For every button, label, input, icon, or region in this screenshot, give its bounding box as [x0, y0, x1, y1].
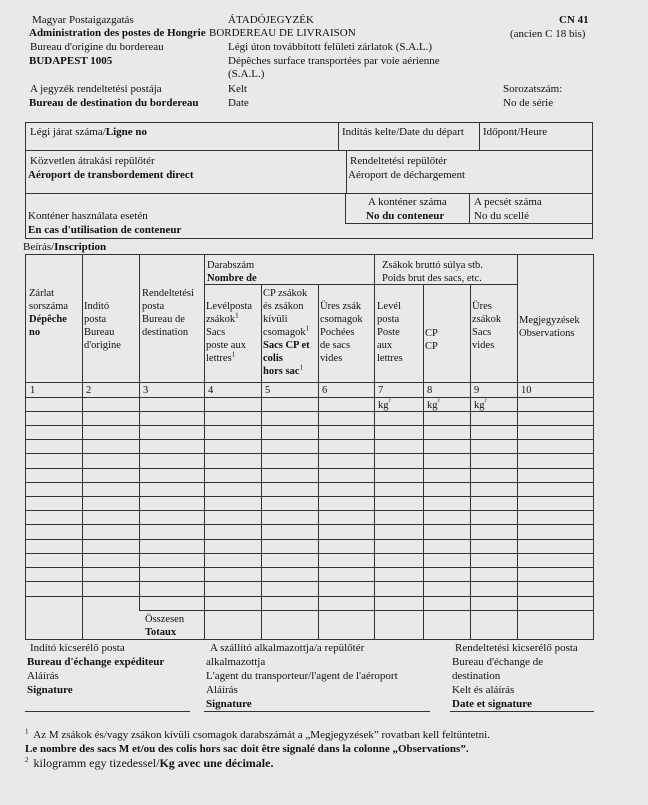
container-use-hu: Konténer használata esetén: [28, 210, 148, 222]
footnote-ref: ²: [437, 397, 440, 406]
transit-airport-fr: Aéroport de transbordement direct: [28, 169, 194, 181]
sender-signature-line[interactable]: [25, 711, 190, 712]
destination-office-hu: A jegyzék rendeltetési postája: [30, 83, 162, 95]
footnote-1-text: Az M zsákok és/vagy zsákon kívüli csomagok darabszámát a „Megjegyzések” rovatban kell feltüntetni.: [33, 729, 490, 741]
col1-line: Zárlat: [29, 288, 55, 299]
carrier-agent-hu: A szállító alkalmazottja/a repülőtér: [210, 642, 365, 654]
unit-kg-text: kg: [378, 400, 389, 411]
administration-fr: Administration des postes de Hongrie: [29, 27, 206, 39]
carrier-signature-fr: Signature: [206, 698, 252, 710]
col1-line: no: [29, 327, 41, 338]
col-line: [423, 284, 424, 640]
form-title-fr: BORDEREAU DE LIVRAISON: [209, 27, 356, 39]
col-number: 2: [86, 385, 92, 396]
footnote-ref: 1: [299, 363, 303, 372]
row-line: [25, 411, 594, 412]
col-header-origin-office: [84, 300, 121, 352]
col-line: [82, 254, 83, 640]
col5-line: csomagok: [263, 327, 306, 338]
col10-line: Observations: [519, 328, 575, 339]
inscription-label: [23, 241, 106, 254]
unit-kg: [378, 399, 391, 412]
col-line: [374, 254, 375, 640]
footnote-2-mark: 2: [25, 756, 29, 764]
flight-box-divider-2: [25, 193, 593, 194]
col2-line: Indító: [84, 301, 110, 312]
col6-line: de sacs: [320, 340, 351, 351]
flight-number-fr: Ligne no: [105, 126, 148, 138]
dest-signature-fr: Date et signature: [452, 698, 532, 710]
departure-time-field[interactable]: Időpont/Heure: [483, 126, 548, 138]
col7-line: posta: [377, 314, 400, 325]
col-line: [261, 284, 262, 640]
dest-office-fr-1: Bureau d'échange de: [452, 656, 544, 668]
col-header-cp-bags: [263, 287, 310, 378]
col1-line: sorszáma: [29, 301, 69, 312]
col9-line: vides: [472, 340, 495, 351]
row-line: [25, 553, 594, 554]
col5-line-sup: [263, 365, 310, 378]
row-line: [25, 510, 594, 511]
date-label-fr: Date: [228, 97, 249, 109]
sal-fr: Dépêches surface transportées par voie aérienne: [228, 55, 440, 67]
sender-signature-fr: Signature: [27, 684, 73, 696]
col6-line: vides: [320, 353, 343, 364]
origin-office-value: BUDAPEST 1005: [29, 55, 113, 67]
col4-line-sup: [206, 352, 252, 365]
carrier-signature-line[interactable]: [204, 711, 430, 712]
sal-hu: Légi úton továbbított felületi zárlatok (S.A.L.): [228, 41, 433, 53]
group-weight-header: [382, 259, 483, 285]
flight-box-divider-3: [345, 223, 593, 224]
row-line: [25, 567, 594, 568]
row-line: [25, 439, 594, 440]
totals-fr: Totaux: [145, 627, 177, 638]
col9-line: zsákok: [472, 314, 502, 325]
footnote-1-fr: Le nombre des sacs M et/ou des colis hors sac doit être signalé dans la colonne „Observations”.: [25, 743, 469, 755]
dest-airport-fr: Aéroport de déchargement: [348, 169, 466, 181]
flight-box-divider-1: [25, 150, 593, 151]
footnote-ref: 1: [235, 311, 239, 320]
col5-line: CP zsákok: [263, 288, 308, 299]
col5-line: és zsákon: [263, 301, 304, 312]
row-line: [25, 496, 594, 497]
flight-number-hu: Légi járat száma/: [30, 126, 106, 138]
inscription-fr: Inscription: [54, 241, 107, 253]
carrier-agent-fr: L'agent du transporteur/l'agent de l'aéroport: [206, 670, 398, 682]
departure-date-field[interactable]: Indítás kelte/Date du départ: [342, 126, 464, 138]
dest-office-fr-2: destination: [452, 670, 501, 682]
totals-hu: Összesen: [145, 614, 185, 625]
footnote-2-fr: Kg avec une décimale.: [159, 756, 274, 770]
group-count-fr: Nombre de: [207, 273, 257, 284]
dest-airport-hu: Rendeltetési repülőtér: [350, 155, 447, 167]
footnote-ref: 1: [305, 324, 310, 333]
footnote-1-mark: 1: [25, 727, 29, 736]
row-line: [25, 581, 594, 582]
dest-signature-hu: Kelt és aláírás: [452, 684, 515, 696]
col7-line: lettres: [377, 353, 403, 364]
dest-signature-line[interactable]: [450, 711, 594, 712]
col8-line: CP: [425, 328, 438, 339]
col-header-destination-office: [142, 287, 194, 339]
col-number: 1: [30, 385, 36, 396]
col5-line: colis: [263, 353, 283, 364]
row-line: [25, 468, 594, 469]
group-weight-fr: Poids brut des sacs, etc.: [382, 273, 482, 284]
row-line: [139, 610, 594, 611]
destination-office-fr: Bureau de destination du bordereau: [29, 97, 199, 109]
col-number: 10: [521, 385, 532, 396]
seal-number-hu: A pecsét száma: [474, 196, 542, 208]
flight-box-vdivider-4: [345, 193, 346, 223]
row-line: [25, 453, 594, 454]
group-count-hu: Darabszám: [207, 260, 255, 271]
form-code-ancien: (ancien C 18 bis): [510, 28, 586, 40]
col7-line: aux: [377, 340, 393, 351]
unit-kg: [427, 399, 440, 412]
date-label-hu: Kelt: [228, 83, 247, 95]
form-title-hu: ÁTADÓJEGYZÉK: [228, 14, 314, 26]
container-number-hu: A konténer száma: [368, 196, 447, 208]
col3-line: destination: [142, 327, 189, 338]
row-line: [25, 397, 594, 398]
footnote-2-text: kilogramm egy tizedessel/: [33, 756, 160, 770]
seal-number-fr: No du scellé: [474, 210, 529, 222]
row-line: [25, 482, 594, 483]
col-header-weight-empty: [472, 300, 501, 352]
col-line: [470, 284, 471, 640]
container-number-fr: No du conteneur: [366, 210, 445, 222]
inscription-hu: Beírás/: [23, 241, 55, 253]
sender-office-hu: Indító kicserélő posta: [30, 642, 125, 654]
footnote-2: [25, 757, 273, 770]
col5-line: Sacs CP et: [263, 340, 310, 351]
col5-line-sup: [263, 326, 310, 339]
footnote-ref: 1: [231, 350, 236, 359]
col-number: 5: [265, 385, 271, 396]
col-line: [318, 284, 319, 640]
unit-kg: [474, 399, 487, 412]
sal-abbrev: (S.A.L.): [228, 68, 265, 80]
col6-line: Üres zsák: [320, 301, 362, 312]
container-use-fr: En cas d'utilisation de conteneur: [28, 224, 182, 236]
col4-line: lettres: [206, 353, 232, 364]
col10-line: Megjegyzések: [519, 315, 580, 326]
col-number: 9: [474, 385, 480, 396]
col-header-observations: [519, 314, 580, 340]
col2-line: Bureau: [84, 327, 115, 338]
flight-box-vdivider-5: [469, 193, 470, 223]
col-header-letter-bags: [206, 300, 252, 365]
serial-label-hu: Sorozatszám:: [503, 83, 563, 95]
unit-kg-text: kg: [427, 400, 438, 411]
col3-line: Bureau de: [142, 314, 185, 325]
col-number: 7: [378, 385, 384, 396]
row-line: [25, 425, 594, 426]
col-header-weight-cp: [425, 327, 438, 353]
footnote-ref: ²: [388, 397, 391, 406]
flight-number-field[interactable]: [30, 126, 147, 139]
administration-hu: Magyar Postaigazgatás: [32, 14, 134, 26]
col-line: [517, 254, 518, 640]
totals-label: [145, 613, 184, 639]
sender-signature-hu: Aláírás: [27, 670, 59, 682]
col4-line: poste aux: [206, 340, 246, 351]
col4-line: Sacs: [206, 327, 226, 338]
serial-label-fr: No de série: [503, 97, 554, 109]
col5-line: hors sac: [263, 366, 300, 377]
flight-box-vdivider-1: [338, 122, 339, 150]
col-number: 6: [322, 385, 328, 396]
col-number: 4: [208, 385, 214, 396]
group-weight-hu: Zsákok bruttó súlya stb.: [382, 260, 483, 271]
form-code: CN 41: [559, 14, 589, 26]
col6-line: csomagok: [320, 314, 363, 325]
col-line: [204, 254, 205, 640]
sender-office-fr: Bureau d'échange expéditeur: [27, 656, 165, 668]
flight-box-vdivider-2: [479, 122, 480, 150]
col-header-weight-letters: [377, 300, 403, 365]
col4-line: zsákok: [206, 314, 236, 325]
transit-airport-hu: Közvetlen átrakási repülőtér: [30, 155, 155, 167]
col-header-empty-bags: [320, 300, 363, 365]
col-header-dispatch-no: [29, 287, 68, 339]
col1-line: Dépêche: [29, 314, 67, 325]
col9-line: Sacs: [472, 327, 492, 338]
col6-line: Pochées: [320, 327, 355, 338]
col4-line: Levélposta: [206, 301, 253, 312]
col2-line: posta: [84, 314, 107, 325]
row-line: [25, 596, 594, 597]
col4-line-sup: [206, 313, 252, 326]
footnote-1: [25, 729, 490, 742]
row-line: [25, 539, 594, 540]
origin-office-label: Bureau d'origine du bordereau: [30, 41, 164, 53]
col9-line: Üres: [472, 301, 492, 312]
carrier-agent-hu-2: alkalmazottja: [206, 656, 266, 668]
footnote-ref: ²: [484, 397, 487, 406]
dest-office-hu: Rendeltetési kicserélő posta: [455, 642, 578, 654]
col3-line: posta: [142, 301, 165, 312]
flight-box-vdivider-3: [346, 150, 347, 193]
col-number: 8: [427, 385, 433, 396]
row-line: [25, 382, 594, 383]
unit-kg-text: kg: [474, 400, 485, 411]
carrier-signature-hu: Aláírás: [206, 684, 238, 696]
col-line: [139, 254, 140, 610]
group-count-header: [207, 259, 257, 285]
row-line: [25, 524, 594, 525]
col8-line: CP: [425, 341, 438, 352]
col7-line: Levél: [377, 301, 401, 312]
col2-line: d'origine: [84, 340, 121, 351]
col-number: 3: [143, 385, 149, 396]
col5-line: kívüli: [263, 314, 288, 325]
col3-line: Rendeltetési: [142, 288, 194, 299]
col7-line: Poste: [377, 327, 400, 338]
